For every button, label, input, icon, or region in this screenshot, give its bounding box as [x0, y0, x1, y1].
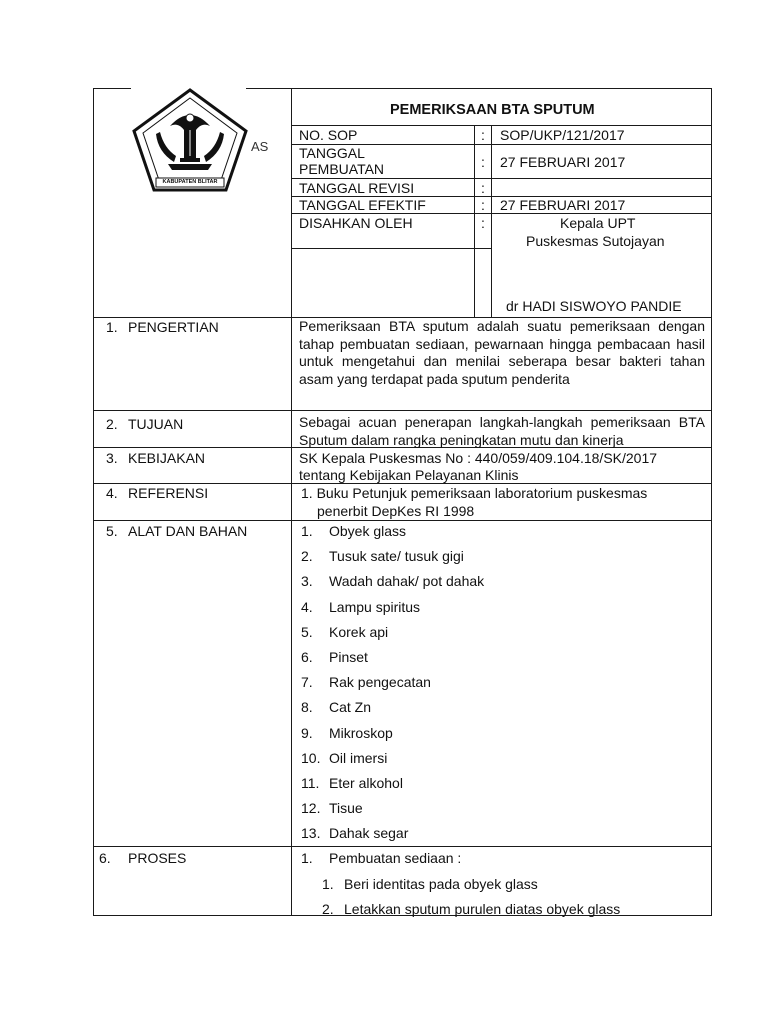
tanggal-pembuatan-label-line1: TANGGAL [299, 145, 365, 161]
no-sop-sep: : [481, 127, 485, 143]
section-6-label: PROSES [128, 850, 187, 866]
logo-side-fragment: AS [251, 139, 269, 154]
alat-bahan-item [301, 674, 431, 690]
alat-bahan-item [301, 649, 368, 665]
alat-bahan-item [301, 825, 408, 841]
tanggal-efektif-sep: : [481, 197, 485, 213]
section-4-line2: penerbit DepKes RI 1998 [317, 503, 475, 519]
proses-substep-text: Letakkan sputum purulen diatas obyek glass [344, 901, 621, 917]
alat-bahan-item [301, 523, 406, 539]
alat-bahan-item-text: Cat Zn [329, 699, 372, 716]
alat-bahan-item-text: Eter alkohol [329, 775, 403, 791]
tanggal-pembuatan-sep: : [481, 154, 485, 170]
tanggal-efektif-value: 27 FEBRUARI 2017 [500, 197, 626, 213]
alat-bahan-item-number: 13. [301, 825, 321, 842]
alat-bahan-item [301, 750, 387, 766]
alat-bahan-item-text: Lampu spiritus [329, 598, 421, 615]
approver-title-line2: Puskesmas Sutojayan [526, 233, 665, 249]
alat-bahan-item [301, 699, 371, 715]
section-3-line2: tentang Kebijakan Pelayanan Klinis [299, 467, 519, 483]
alat-bahan-item-number: 2. [301, 548, 313, 565]
section-5-number: 5. [106, 523, 118, 539]
alat-bahan-item [301, 800, 363, 816]
document-title: PEMERIKSAAN BTA SPUTUM [390, 102, 595, 118]
section-2-label: TUJUAN [128, 416, 184, 432]
alat-bahan-item-number: 5. [301, 623, 313, 640]
section-4-line1: 1. Buku Petunjuk pemeriksaan laboratorium puskesmas [301, 485, 648, 501]
tanggal-pembuatan-label-line2: PEMBUATAN [299, 161, 385, 177]
alat-bahan-item-number: 9. [301, 724, 313, 741]
disahkan-oleh-label: DISAHKAN OLEH [299, 215, 413, 231]
section-1-number: 1. [106, 319, 118, 335]
alat-bahan-item-number: 4. [301, 598, 313, 615]
approver-name: dr HADI SISWOYO PANDIE [506, 298, 682, 314]
section-1-label: PENGERTIAN [128, 319, 219, 335]
section-3-number: 3. [106, 450, 118, 466]
alat-bahan-item [301, 548, 464, 564]
section-3-line1: SK Kepala Puskesmas No : 440/059/409.104.18/SK/2017 [299, 450, 658, 466]
section-5-label: ALAT DAN BAHAN [128, 523, 248, 539]
alat-bahan-item [301, 599, 420, 615]
section-1-text: Pemeriksaan BTA sputum adalah suatu pemeriksaan dengan tahap pembuatan sediaan, pewarnaan hingga pembacaan hasil untuk mengetahui dan menilai seberapa besar bakteri tahan asam yang terdapat pada sputum penderita [299, 318, 705, 387]
approver-title-line1: Kepala UPT [560, 215, 636, 231]
alat-bahan-item-number: 6. [301, 649, 313, 665]
section-3-label: KEBIJAKAN [128, 450, 206, 466]
section-6-number: 6. [99, 850, 111, 866]
tanggal-pembuatan-value: 27 FEBRUARI 2017 [500, 154, 626, 170]
alat-bahan-item-text: Obyek glass [329, 523, 407, 539]
alat-bahan-item-text: Rak pengecatan [329, 674, 431, 691]
proses-substep [322, 876, 538, 892]
no-sop-label: NO. SOP [299, 127, 358, 143]
tanggal-revisi-sep: : [481, 180, 485, 196]
alat-bahan-item [301, 573, 484, 589]
alat-bahan-item [301, 775, 403, 791]
section-2-number: 2. [106, 416, 118, 432]
proses-substep-text: Beri identitas pada obyek glass [344, 876, 538, 892]
alat-bahan-item-text: Tusuk sate/ tusuk gigi [329, 548, 464, 565]
alat-bahan-item-text: Wadah dahak/ pot dahak [329, 573, 485, 590]
proses-substep-number: 1. [322, 876, 334, 892]
alat-bahan-item-text: Oil imersi [329, 749, 388, 766]
alat-bahan-item-text: Korek api [329, 623, 389, 640]
alat-bahan-item [301, 624, 388, 640]
proses-step-text: Pembuatan sediaan : [329, 850, 462, 866]
disahkan-oleh-sep: : [481, 215, 485, 231]
no-sop-value: SOP/UKP/121/2017 [500, 127, 625, 143]
alat-bahan-item-number: 3. [301, 573, 313, 590]
logo-banner-text: KABUPATEN BLITAR [162, 179, 218, 185]
alat-bahan-item-text: Tisue [329, 800, 363, 817]
alat-bahan-item [301, 725, 393, 741]
section-4-number: 4. [106, 485, 118, 501]
tanggal-revisi-label: TANGGAL REVISI [299, 180, 415, 196]
alat-bahan-item-number: 1. [301, 523, 313, 539]
alat-bahan-item-number: 10. [301, 749, 321, 766]
proses-step-number: 1. [301, 850, 313, 866]
proses-substep [322, 901, 620, 917]
alat-bahan-item-number: 11. [301, 775, 320, 791]
proses-step [301, 850, 461, 866]
alat-bahan-item-text: Dahak segar [329, 825, 409, 842]
alat-bahan-item-number: 12. [301, 800, 321, 817]
tanggal-efektif-label: TANGGAL EFEKTIF [299, 197, 426, 213]
alat-bahan-item-text: Mikroskop [329, 724, 393, 741]
alat-bahan-item-text: Pinset [329, 649, 368, 665]
proses-substep-number: 2. [322, 901, 334, 917]
section-2-text: Sebagai acuan penerapan langkah-langkah pemeriksaan BTA Sputum dalam rangka peningkatan mutu dan kinerja [299, 414, 705, 448]
kabupaten-blitar-logo [130, 86, 250, 198]
alat-bahan-item-number: 7. [301, 674, 313, 691]
alat-bahan-item-number: 8. [301, 699, 313, 716]
section-4-label: REFERENSI [128, 485, 209, 501]
